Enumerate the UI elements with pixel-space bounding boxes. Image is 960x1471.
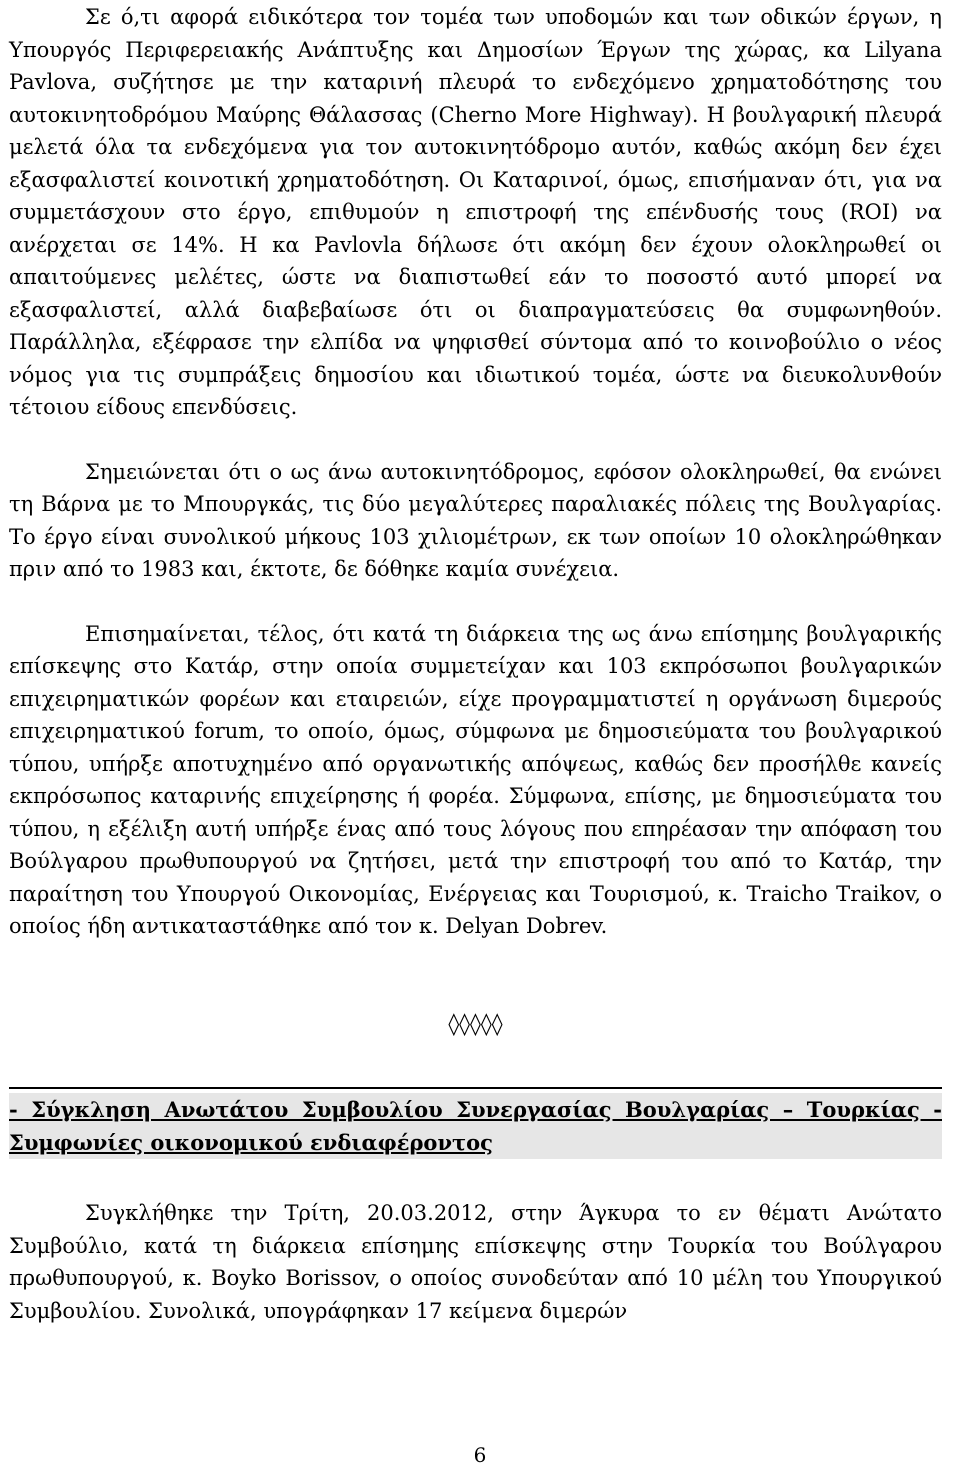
paragraph-infrastructure: Σε ό,τι αφορά ειδικότερα τον τομέα των υποδομών και των οδικών έργων, η Υπουργός Περιφερειακής Ανάπτυξης και Δημοσίων Έργων της χώρας, κα Lilyana Pavlova, συζήτησε με την καταρινή πλευρά το ενδεχόμενο χρηματοδότησης του αυτοκινητοδρόμου Μαύρης Θάλασσας (Cherno More Highway). Η βουλγαρική πλευρά μελετά όλα τα ενδεχόμενα για τον αυτοκινητόδρομο αυτόν, καθώς ακόμη δεν έχει εξασφαλιστεί κοινοτική χρηματοδότηση. Οι Καταρινοί, όμως, επισήμαναν ότι, για να συμμετάσχουν στο έργο, επιθυμούν η επιστροφή της επένδυσής τους (ROI) να ανέρχεται σε 14%. Η κα Pavlovla δήλωσε ότι ακόμη δεν έχουν ολοκληρωθεί οι απαιτούμενες μελέτες, ώστε να διαπιστωθεί εάν το ποσοστό αυτό μπορεί να εξασφαλιστεί, αλλά διαβεβαίωσε ότι οι διαπραγματεύσεις θα συμφωνηθούν. Παράλληλα, εξέφρασε την ελπίδα να ψηφισθεί σύντομα από το κοινοβούλιο ο νέος νόμος για τις συμπράξεις δημοσίου και ιδιωτικού τομέα, ώστε να διευκολυνθούν τέτοιου είδους επενδύσεις. — [9, 5, 942, 419]
section-heading: - Σύγκληση Ανωτάτου Συμβουλίου Συνεργασίας Βουλγαρίας – Τουρκίας - Συμφωνίες οικονομικού ενδιαφέροντος — [9, 1093, 942, 1159]
page-number: 6 — [473, 1443, 487, 1467]
section-separator: ◊◊◊◊◊ — [448, 1011, 503, 1037]
paragraph-business-forum: Επισημαίνεται, τέλος, ότι κατά τη διάρκεια της ως άνω επίσημης βουλγαρικής επίσκεψης στο Κατάρ, στην οποία συμμετείχαν και 103 εκπρόσωποι βουλγαρικών επιχειρηματικών φορέων και εταιρειών, είχε προγραμματιστεί η οργάνωση διμερούς επιχειρηματικού forum, το οποίο, όμως, σύμφωνα με δημοσιεύματα του βουλγαρικού τύπου, υπήρξε αποτυχημένο από οργανωτικής απόψεως, καθώς δεν προσήλθε κανείς εκπρόσωπος καταρινής επιχείρησης ή φορέα. Σύμφωνα, επίσης, με δημοσιεύματα του τύπου, η εξέλιξη αυτή υπήρξε ένας από τους λόγους που επηρέασαν την απόφαση του Βούλγαρου πρωθυπουργού να ζητήσει, μετά την επιστροφή του από το Κατάρ, την παραίτηση του Υπουργού Οικονομίας, Ενέργειας και Τουρισμού, κ. Traicho Traikov, ο οποίος ήδη αντικαταστάθηκε από τον κ. Delyan Dobrev. — [9, 621, 942, 938]
paragraph-highway-details: Σημειώνεται ότι ο ως άνω αυτοκινητόδρομος, εφόσον ολοκληρωθεί, θα ενώνει τη Βάρνα με το Μπουργκάς, τις δύο μεγαλύτερες παραλιακές πόλεις της Βουλγαρίας. Το έργο είναι συνολικού μήκους 103 χιλιομέτρων, εκ των οποίων 10 ολοκληρώθηκαν πριν από το 1983 και, έκτοτε, δε δόθηκε καμία συνέχεια. — [9, 459, 942, 581]
paragraph-council-meeting: Συγκλήθηκε την Τρίτη, 20.03.2012, στην Άγκυρα το εν θέματι Ανώτατο Συμβούλιο, κατά τη διάρκεια επίσημης επίσκεψης στην Τουρκία του Βούλγαρου πρωθυπουργού, κ. Boyko Borissov, ο οποίος συνοδεύταν από 10 μέλη του Υπουργικού Συμβουλίου. Συνολικά, υπογράφηκαν 17 κείμενα διμερών — [9, 1201, 942, 1323]
section-heading-box — [9, 1087, 942, 1159]
